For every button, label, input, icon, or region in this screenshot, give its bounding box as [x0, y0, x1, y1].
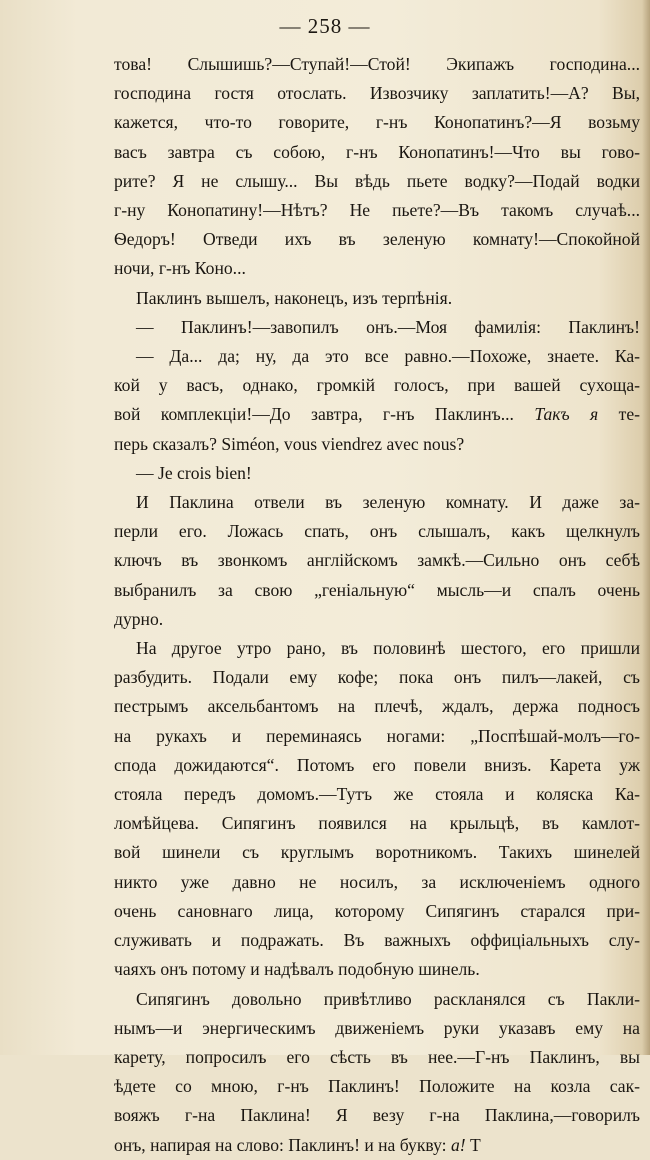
- text-line: И Паклина отвели въ зеленую комнату. И даже за-: [136, 492, 640, 513]
- text-line: Паклинъ вышелъ, наконецъ, изъ терпѣнія.: [136, 287, 453, 308]
- text-line: рите? Я не слышу... Вы вѣдь пьете водку?—Подай водки: [114, 170, 640, 191]
- text-line: кой у васъ, однако, громкій голосъ, при вашей сухоща-: [114, 375, 640, 396]
- text-line: — Je crois bien!: [136, 462, 252, 483]
- text-line: перли его. Ложась спать, онъ слышалъ, какъ щелкнулъ: [114, 521, 640, 542]
- text-line: пестрымъ аксельбантомъ на плечѣ, ждалъ, держа подносъ: [114, 696, 640, 717]
- text-line: кажется, что-то говорите, г-нъ Конопатинъ?—Я возьму: [114, 112, 640, 133]
- text-line: служивать и подражать. Въ важныхъ оффиціальныхъ слу-: [114, 930, 640, 951]
- text-line: — Да... да; ну, да это все равно.—Похоже, знаете. Ка-: [136, 346, 640, 367]
- text-line: выбранилъ за свою „геніальную“ мысль—и спалъ очень: [114, 579, 640, 600]
- text-line: г-ну Конопатину!—Нѣтъ? Не пьете?—Въ такомъ случаѣ...: [114, 200, 640, 221]
- text-line: васъ завтра съ собою, г-нъ Конопатинъ!—Что вы гово-: [114, 141, 640, 162]
- text-line: Сипягинъ довольно привѣтливо раскланялся съ Пакли-: [136, 988, 640, 1009]
- text-line: спода дожидаются“. Потомъ его повели внизъ. Карета уж: [114, 754, 640, 775]
- text-line: перь сказалъ? Siméon, vous viendrez avec nous?: [114, 433, 465, 454]
- text-line: дурно.: [114, 608, 164, 629]
- text-line: това! Слышишь?—Ступай!—Стой! Экипажъ господина...: [114, 54, 640, 74]
- text-line: разбудить. Подали ему кофе; пока онъ пилъ—лакей, съ: [114, 667, 640, 688]
- text-line: вой комплекціи!—До завтра, г-нъ Паклинъ... Такъ я те-: [114, 404, 640, 425]
- page-number: — 258 —: [279, 14, 371, 38]
- text-line: Ѳедоръ! Отведи ихъ въ зеленую комнату!—Спокойной: [114, 229, 640, 250]
- page-edge-shadow: [642, 0, 650, 1055]
- text-line: — Паклинъ!—завопилъ онъ.—Моя фамилія: Паклинъ!: [136, 316, 640, 337]
- text-line: никто уже давно не носилъ, за исключеніемъ одного: [114, 871, 640, 892]
- text-line: ключъ въ звонкомъ англійскомъ замкѣ.—Сильно онъ себѣ: [114, 550, 640, 571]
- text-line: онъ, напирая на слово: Паклинъ! и на букву: а! Т: [114, 1134, 481, 1155]
- text-line: вой шинели съ круглымъ воротникомъ. Такихъ шинелей: [114, 842, 640, 863]
- text-line: ѣдете со мною, г-нъ Паклинъ! Положите на козла сак-: [114, 1076, 640, 1097]
- page-body-text: [114, 50, 640, 1160]
- text-line: господина гостя отослать. Извозчику заплатить!—А? Вы,: [114, 83, 640, 104]
- text-line: вояжъ г-на Паклина! Я везу г-на Паклина,—говорилъ: [114, 1105, 640, 1126]
- text-line: ломѣйцева. Сипягинъ появился на крыльцѣ, въ камлот-: [114, 813, 640, 834]
- text-line: ночи, г-нъ Коно...: [114, 258, 246, 279]
- text-line: на рукахъ и переминаясь ногами: „Поспѣшай-молъ—го-: [114, 725, 640, 746]
- text-line: карету, попросилъ его сѣсть въ нее.—Г-нъ Паклинъ, вы: [114, 1046, 640, 1067]
- text-line: чаяхъ онъ потому и надѣвалъ подобную шинель.: [114, 959, 480, 980]
- text-line: нымъ—и энергическимъ движеніемъ руки указавъ ему на: [114, 1017, 640, 1038]
- text-line: стояла передъ домомъ.—Тутъ же стояла и коляска Ка-: [114, 784, 640, 805]
- text-line: очень сановнаго лица, которому Сипягинъ старался при-: [114, 900, 640, 921]
- text-line: На другое утро рано, въ половинѣ шестого, его пришли: [136, 638, 640, 659]
